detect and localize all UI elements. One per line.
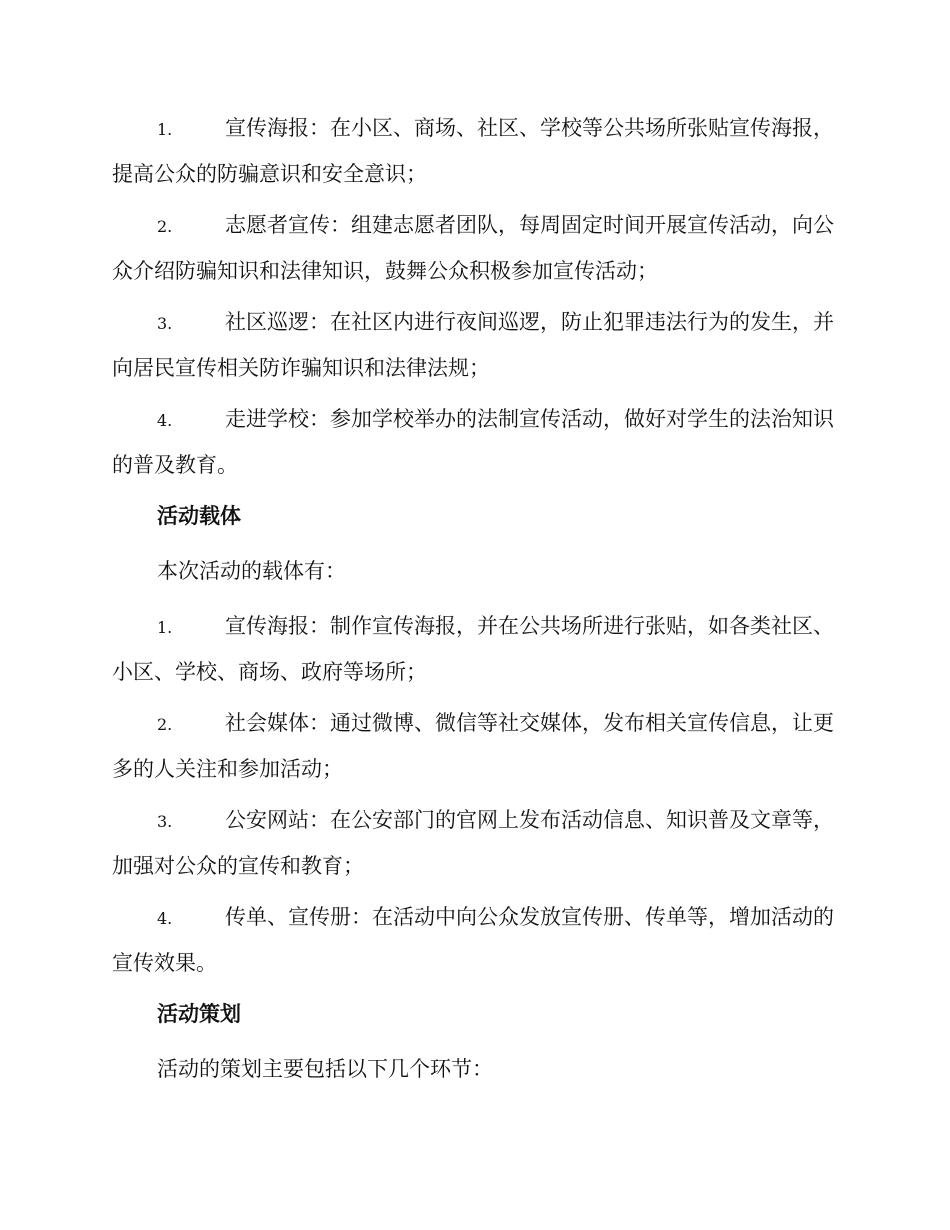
list-item — [112, 203, 838, 293]
section-heading: 活动载体 — [157, 503, 241, 528]
list-item — [112, 895, 838, 985]
list-item-text: 公安网站：在公安部门的官网上发布活动信息、知识普及文章等，加强对公众的宣传和教育； — [112, 808, 834, 878]
list-item — [112, 701, 838, 791]
list-item-number: 2. — [157, 217, 173, 236]
list-item-number: 4. — [157, 909, 173, 928]
list-item — [112, 106, 838, 196]
list-item-number: 3. — [157, 812, 173, 831]
list-item — [112, 798, 838, 888]
list-item-text: 传单、宣传册：在活动中向公众发放宣传册、传单等，增加活动的宣传效果。 — [112, 905, 834, 975]
list-item-text: 宣传海报：制作宣传海报，并在公共场所进行张贴，如各类社区、小区、学校、商场、政府等场所； — [112, 614, 834, 684]
section-intro: 活动的策划主要包括以下几个环节： — [157, 1057, 493, 1081]
list-item — [112, 604, 838, 694]
list-item-number: 4. — [157, 411, 173, 430]
section-heading: 活动策划 — [157, 1001, 241, 1026]
list-item-number: 3. — [157, 314, 173, 333]
list-item-number: 2. — [157, 715, 173, 734]
section-intro: 本次活动的载体有： — [157, 559, 346, 583]
list-item — [112, 300, 838, 390]
list-item-text: 社区巡逻：在社区内进行夜间巡逻，防止犯罪违法行为的发生，并向居民宣传相关防诈骗知识和法律法规； — [112, 310, 834, 380]
list-item-text: 走进学校：参加学校举办的法制宣传活动，做好对学生的法治知识的普及教育。 — [112, 407, 834, 477]
list-item-text: 志愿者宣传：组建志愿者团队，每周固定时间开展宣传活动，向公众介绍防骗知识和法律知识，鼓舞公众积极参加宣传活动； — [112, 213, 834, 283]
list-item-number: 1. — [157, 120, 173, 139]
list-item — [112, 397, 838, 487]
list-item-number: 1. — [157, 618, 173, 637]
list-item-text: 社会媒体：通过微博、微信等社交媒体，发布相关宣传信息，让更多的人关注和参加活动； — [112, 711, 834, 781]
list-item-text: 宣传海报：在小区、商场、社区、学校等公共场所张贴宣传海报，提高公众的防骗意识和安全意识； — [112, 116, 834, 186]
